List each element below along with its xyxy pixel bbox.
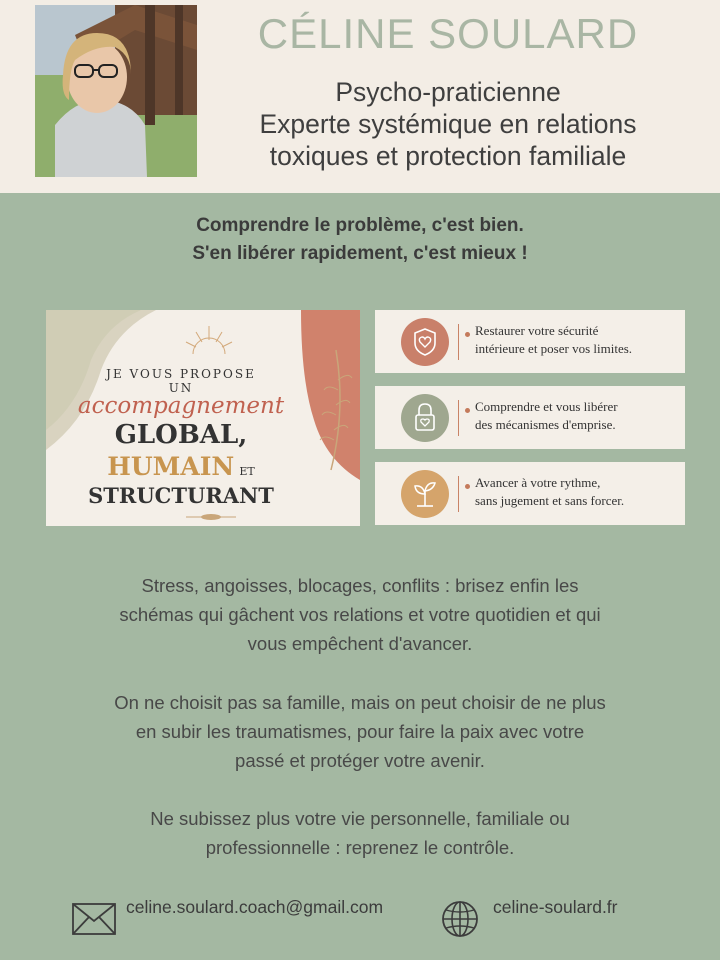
sprout-icon <box>401 470 449 518</box>
body-line: en subir les traumatismes, pour faire la paix avec votre <box>135 721 585 742</box>
job-title-line: Experte systémique en relations <box>259 109 637 139</box>
promo-line-1: JE VOUS PROPOSE <box>106 367 256 381</box>
profile-photo <box>35 5 197 177</box>
card-text-line: sans jugement et sans forcer. <box>475 493 625 508</box>
benefit-card-rythme <box>375 462 685 525</box>
promo-banner <box>46 310 360 526</box>
bullet <box>465 408 470 413</box>
header <box>0 0 720 193</box>
promo-line-5 <box>46 452 316 481</box>
body-line: Ne subissez plus votre vie personnelle, familiale ou <box>150 808 570 829</box>
job-title-line: Psycho-praticienne <box>335 77 561 107</box>
tagline-line: S'en libérer rapidement, c'est mieux ! <box>192 243 528 264</box>
lock-heart-icon <box>401 394 449 442</box>
envelope-icon <box>72 903 116 940</box>
promo-et: ET <box>239 465 255 478</box>
job-title-line: toxiques et protection familiale <box>269 141 627 171</box>
card-text-line: des mécanismes d'emprise. <box>475 417 616 432</box>
card-text <box>475 398 680 434</box>
job-title <box>200 76 696 172</box>
benefit-card-security <box>375 310 685 373</box>
body-line: On ne choisit pas sa famille, mais on peut choisir de ne plus <box>114 692 606 713</box>
bullet <box>465 332 470 337</box>
body-paragraph-2 <box>40 688 680 775</box>
person-name: CÉLINE SOULARD <box>257 10 639 57</box>
promo-line-6: STRUCTURANT <box>88 483 274 508</box>
card-divider <box>458 400 459 436</box>
body-line: vous empêchent d'avancer. <box>247 633 473 654</box>
card-divider <box>458 324 459 360</box>
promo-line-2: UN <box>168 381 194 395</box>
card-divider <box>458 476 459 512</box>
tagline <box>0 212 720 268</box>
globe-icon <box>441 900 479 943</box>
body-line: passé et protéger votre avenir. <box>235 750 485 771</box>
card-text-line: Restaurer votre sécurité <box>475 323 599 338</box>
benefit-card-emprise <box>375 386 685 449</box>
body-line: schémas qui gâchent vos relations et votre quotidien et qui <box>119 604 601 625</box>
bullet <box>465 484 470 489</box>
card-text-line: Avancer à votre rythme, <box>475 475 601 490</box>
body-line: professionnelle : reprenez le contrôle. <box>205 837 515 858</box>
promo-line-3: accompagnement <box>77 393 285 419</box>
card-text <box>475 474 680 510</box>
promo-humain: HUMAIN <box>107 452 235 481</box>
body-paragraph-1 <box>40 571 680 658</box>
email-link[interactable]: celine.soulard.coach@gmail.com <box>126 897 384 917</box>
tagline-line: Comprendre le problème, c'est bien. <box>196 215 524 236</box>
card-text <box>475 322 680 358</box>
card-text-line: intérieure et poser vos limites. <box>475 341 633 356</box>
body-line: Stress, angoisses, blocages, conflits : brisez enfin les <box>141 575 579 596</box>
body-paragraph-3 <box>40 804 680 862</box>
promo-line-4: GLOBAL, <box>114 420 248 450</box>
shield-heart-icon <box>401 318 449 366</box>
card-text-line: Comprendre et vous libérer <box>475 399 618 414</box>
website-link[interactable]: celine-soulard.fr <box>493 897 618 917</box>
